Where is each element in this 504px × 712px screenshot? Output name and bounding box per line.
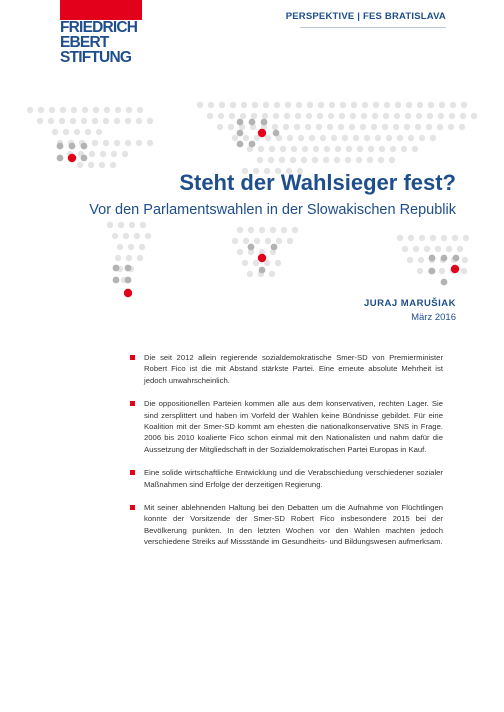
bullet-square-icon	[130, 355, 135, 360]
summary-text: Die seit 2012 allein regierende sozialdemokratische Smer-SD von Premierminister Robert Fico ist die mit Abstand stärkste Partei. Eine erneute absolute Mehrheit ist jedoch unwahrscheinlich.	[144, 353, 443, 385]
logo-line-1: FRIEDRICH	[60, 19, 138, 36]
summary-text: Mit seiner ablehnenden Haltung bei den Debatten um die Aufnahme von Flüchtlingen konnte der Vorsitzende der Smer-SD Robert Fico insbesondere 2015 bei der Bevölkerung punkten. In den letzten Wochen vor den Wahlen machten jedoch verschiedene Streiks auf Missstände im Gesundheits- und Bildungswesen aufmerksam.	[144, 503, 443, 547]
logo-line-2: EBERT	[60, 34, 109, 51]
summary-text: Die oppositionellen Parteien kommen alle aus dem konservativen, rechten Lager. Sie sind zersplittert und haben im Vorfeld der Wahlen keine Bündnisse gebildet. Für eine Koalition mit der Smer-SD kommt am ehesten die nationalkonservative SNS in Frage. 2006 bis 2010 koalierte Fico schon einmal mit den Nationalisten und nahm dafür die Aussetzung der Mitgliedschaft in der Sozialdemokratischen Partei Europas in Kauf.	[144, 399, 443, 454]
bullet-square-icon	[130, 505, 135, 510]
logo-line-3: STIFTUNG	[60, 49, 132, 66]
series-label: PERSPEKTIVE | FES BRATISLAVA	[285, 11, 446, 22]
summary-item	[130, 398, 443, 455]
summary-text: Eine solide wirtschaftliche Entwicklung und die Verabschiedung verschiedener sozialer Maßnahmen sind Erfolge der derzeitigen Regierung.	[144, 468, 443, 489]
author-name: JURAJ MARUŠIAK	[364, 298, 456, 309]
publication-date: März 2016	[411, 312, 456, 323]
summary-list	[130, 352, 443, 560]
summary-item	[130, 502, 443, 548]
bullet-square-icon	[130, 470, 135, 475]
summary-item	[130, 352, 443, 386]
page-subtitle: Vor den Parlamentswahlen in der Slowakischen Republik	[89, 202, 456, 218]
page-title: Steht der Wahlsieger fest?	[179, 170, 456, 195]
summary-item	[130, 467, 443, 490]
bullet-square-icon	[130, 401, 135, 406]
